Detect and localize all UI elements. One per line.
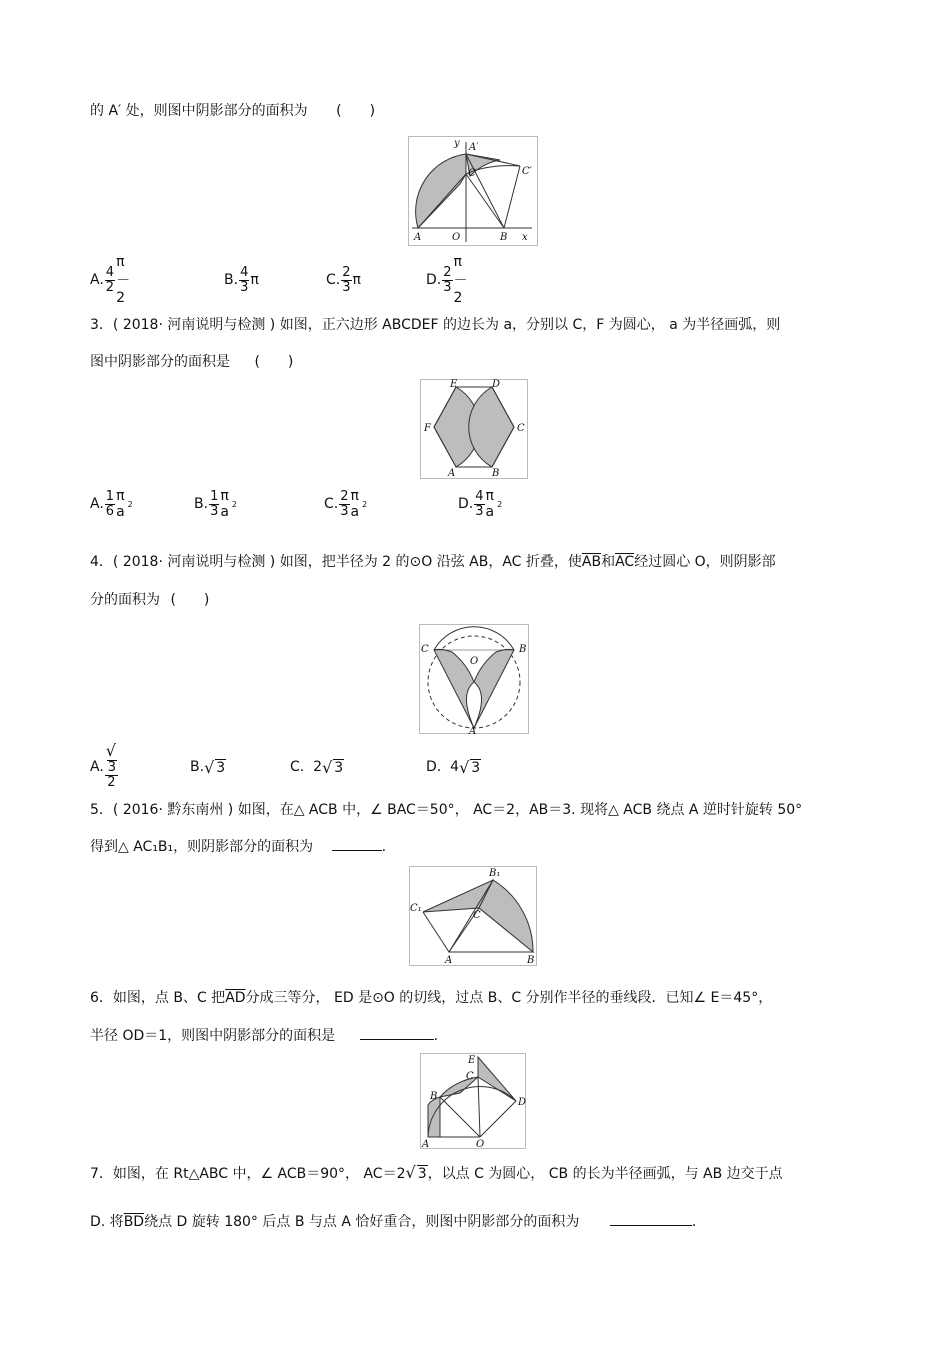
q2-option-b[interactable]: B. $\frac{4}{3}$ π	[224, 264, 259, 295]
q2-option-c-frac: $\frac{2}{3}$	[342, 264, 351, 295]
q3-line1: 3．( 2018· 河南说明与检测 ) 如图，正六边形 ABCDEF 的边长为 a，分别以 C，F 为圆心， a 为半径画弧，则	[90, 317, 781, 333]
q2-option-d-frac: $\frac{2}{3}$	[443, 264, 452, 295]
q7-arc-bd: $\overline{BD}$	[123, 1214, 145, 1230]
q2-option-a-frac: $\frac{4}{2}$	[105, 264, 115, 295]
q4-option-d[interactable]: D. 4 √ 3	[426, 757, 481, 777]
q4-line2: 分的面积为 ( )	[90, 592, 210, 608]
q2-option-b-frac: $\frac{4}{3}$	[240, 264, 249, 295]
q3-line2-text: 图中阴影部分的面积是	[90, 354, 230, 370]
q6-label-a: A	[422, 1139, 430, 1149]
q6-label-o: O	[476, 1139, 485, 1149]
q4-figure	[419, 624, 529, 734]
q2-label-y: y	[454, 138, 460, 149]
q6-answer-blank[interactable]	[360, 1039, 434, 1040]
q5-label-a: A	[445, 955, 453, 966]
q2-label-b: B	[500, 232, 508, 243]
q2-stem-text: 的 A′ 处，则图中阴影部分的面积为	[90, 103, 308, 119]
q4-option-c[interactable]: C. 2 √ 3	[290, 757, 344, 777]
q4-label-o: O	[470, 656, 479, 667]
q6-label-e: E	[468, 1055, 476, 1066]
q2-option-c[interactable]: C. $\frac{2}{3}$ π	[326, 264, 361, 295]
q2-figure	[408, 136, 538, 246]
q5-label-b: B	[527, 955, 535, 966]
q6-figure	[420, 1053, 526, 1149]
q7-radicand: 3	[417, 1166, 427, 1182]
q5-line2: 得到△ AC₁B₁，则阴影部分的面积为 .	[90, 839, 387, 855]
q6-line1: 6．如图，点 B、C 把$\overline{AD}$分成三等分， ED 是⊙O 的切线，过点 B、C 分别作半径的垂线段．已知∠ E＝45°，	[90, 990, 773, 1006]
q2-label-c: C	[468, 168, 476, 179]
q3-label-d: D	[492, 379, 501, 390]
q2-stem	[90, 100, 375, 120]
q3-option-a[interactable]: A. $\frac{1}{6}$ π a 2	[90, 488, 133, 520]
q3-answer-paren: ( )	[254, 354, 294, 370]
q7-line1: 7．如图，在 Rt△ABC 中，∠ ACB＝90°， AC＝2√ 3，以点 C 为圆心， CB 的长为半径画弧，与 AB 边交于点	[90, 1163, 783, 1182]
q3-line2	[90, 351, 293, 371]
q6-line2: 半径 OD＝1，则图中阴影部分的面积是 .	[90, 1028, 439, 1044]
q7-answer-blank[interactable]	[610, 1225, 692, 1226]
q4-label-c: C	[421, 644, 429, 655]
q4-label-a: A	[469, 726, 477, 734]
q3-option-c[interactable]: C. $\frac{2}{3}$ π a 2	[324, 488, 368, 520]
q2-option-a[interactable]: A. $\frac{4}{2}$ π － 2	[90, 254, 131, 306]
q6-label-b: B	[430, 1091, 438, 1102]
q2-label-x: x	[522, 232, 528, 243]
q3-label-a: A	[448, 468, 456, 479]
q3-option-b[interactable]: B. $\frac{1}{3}$ π a 2	[194, 488, 238, 520]
q4-label-b: B	[519, 644, 527, 655]
q3-option-d[interactable]: D. $\frac{4}{3}$ π a 2	[458, 488, 503, 520]
q6-label-c: C	[466, 1071, 474, 1082]
q3-figure	[420, 379, 528, 479]
q5-label-c1: C₁	[410, 903, 422, 914]
q5-label-c: C	[473, 910, 481, 921]
q2-label-a1: A′	[469, 142, 479, 153]
q4-line1: 4．( 2018· 河南说明与检测 ) 如图，把半径为 2 的⊙O 沿弦 AB，AC 折叠，使$\overline{AB}$和$\overline{AC}$经过圆心 O，则阴影部	[90, 554, 776, 570]
q5-figure	[409, 866, 537, 966]
q3-label-c: C	[517, 423, 525, 434]
q2-label-o: O	[452, 232, 461, 243]
q4-arc-ab: $\overline{AB}$	[581, 554, 602, 570]
q4-arc-ac: $\overline{AC}$	[615, 554, 635, 570]
q6-arc-ad: $\overline{AD}$	[225, 990, 246, 1006]
q2-label-a: A	[414, 232, 422, 243]
q2-answer-paren: ( )	[336, 103, 376, 119]
q5-line1: 5．( 2016· 黔东南州 ) 如图，在△ ACB 中，∠ BAC＝50°， AC＝2，AB＝3. 现将△ ACB 绕点 A 逆时针旋转 50°	[90, 802, 803, 818]
q4-option-a[interactable]: A. $\frac{√3}{2}$	[90, 741, 117, 790]
q2-option-d[interactable]: D. $\frac{2}{3}$ π － 2	[426, 254, 468, 306]
q2-label-c1: C′	[522, 166, 532, 177]
q3-label-f: F	[424, 423, 431, 434]
q4-answer-paren: ( )	[170, 592, 210, 608]
q6-label-d: D	[518, 1097, 526, 1108]
q5-answer-blank[interactable]	[332, 850, 382, 851]
q5-label-b1: B₁	[489, 868, 501, 879]
q4-option-b[interactable]: B. √ 3	[190, 757, 226, 777]
q3-label-e: E	[450, 379, 458, 390]
q7-line2: D. 将$\overline{BD}$绕点 D 旋转 180° 后点 B 与点 A 恰好重合，则图中阴影部分的面积为 .	[90, 1214, 697, 1230]
q3-label-b: B	[492, 468, 500, 479]
